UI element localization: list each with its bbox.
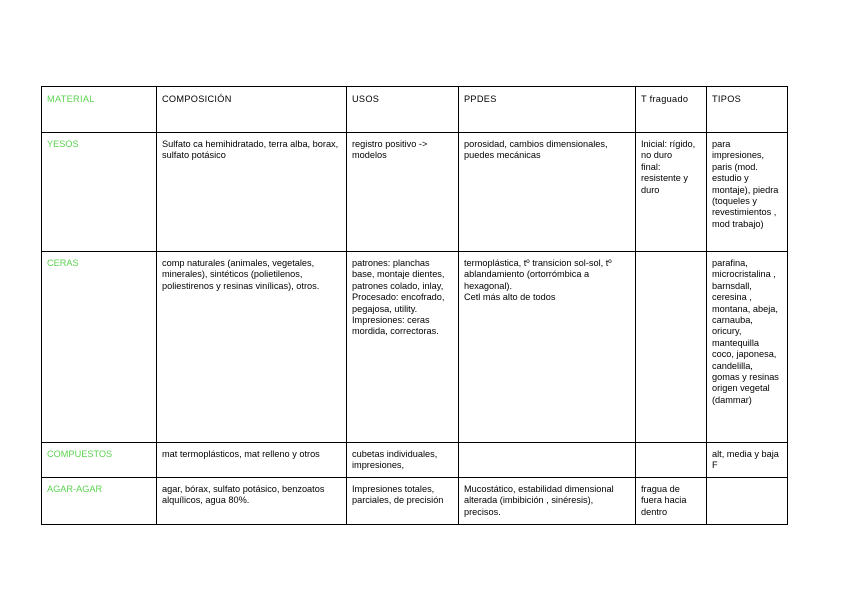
- cell-tipos: [707, 478, 788, 525]
- cell-usos: Impresiones totales, parciales, de precisión: [347, 478, 459, 525]
- header-t-fraguado: T fraguado: [636, 87, 707, 133]
- cell-tipos: parafina, microcristalina , barnsdall, ceresina , montana, abeja, carnauba, oricury, mantequilla coco, japonesa, candelilla, gomas y resinas origen vegetal (dammar): [707, 252, 788, 443]
- table-header-row: [42, 87, 788, 133]
- cell-ppdes: Mucostático, estabilidad dimensional alterada (imbibición , sinéresis), precisos.: [459, 478, 636, 525]
- cell-t-fraguado: fragua de fuera hacia dentro: [636, 478, 707, 525]
- cell-t-fraguado: [636, 252, 707, 443]
- cell-material: CERAS: [42, 252, 157, 443]
- table-row: [42, 443, 788, 478]
- cell-material: COMPUESTOS: [42, 443, 157, 478]
- cell-composicion: agar, bórax, sulfato potásico, benzoatos alquílicos, agua 80%.: [157, 478, 347, 525]
- header-composicion: COMPOSICIÓN: [157, 87, 347, 133]
- cell-composicion: Sulfato ca hemihidratado, terra alba, borax, sulfato potásico: [157, 133, 347, 252]
- cell-usos: patrones: planchas base, montaje dientes, patrones colado, inlay, Procesado: encofrado, pegajosa, utility. Impresiones: ceras mordida, correctoras.: [347, 252, 459, 443]
- cell-t-fraguado: Inicial: rígido, no duro final: resistente y duro: [636, 133, 707, 252]
- table-row: [42, 478, 788, 525]
- header-material: MATERIAL: [42, 87, 157, 133]
- cell-material: AGAR-AGAR: [42, 478, 157, 525]
- table-row: [42, 133, 788, 252]
- header-ppdes: PPDES: [459, 87, 636, 133]
- cell-tipos: para impresiones, paris (mod. estudio y montaje), piedra (toqueles y revestimientos , mod trabajo): [707, 133, 788, 252]
- cell-ppdes: porosidad, cambios dimensionales, puedes mecánicas: [459, 133, 636, 252]
- table-row: [42, 252, 788, 443]
- cell-composicion: comp naturales (animales, vegetales, minerales), sintéticos (polietilenos, poliestirenos y resinas vinílicas), otros.: [157, 252, 347, 443]
- cell-ppdes: [459, 443, 636, 478]
- cell-tipos: alt, media y baja F: [707, 443, 788, 478]
- cell-ppdes: termoplástica, tº transicion sol-sol, tº ablandamiento (ortorrómbica a hexagonal). Cetl más alto de todos: [459, 252, 636, 443]
- cell-material: YESOS: [42, 133, 157, 252]
- cell-usos: registro positivo -> modelos: [347, 133, 459, 252]
- materials-table: [41, 86, 788, 525]
- cell-composicion: mat termoplásticos, mat relleno y otros: [157, 443, 347, 478]
- header-tipos: TIPOS: [707, 87, 788, 133]
- cell-t-fraguado: [636, 443, 707, 478]
- cell-usos: cubetas individuales, impresiones,: [347, 443, 459, 478]
- header-usos: USOS: [347, 87, 459, 133]
